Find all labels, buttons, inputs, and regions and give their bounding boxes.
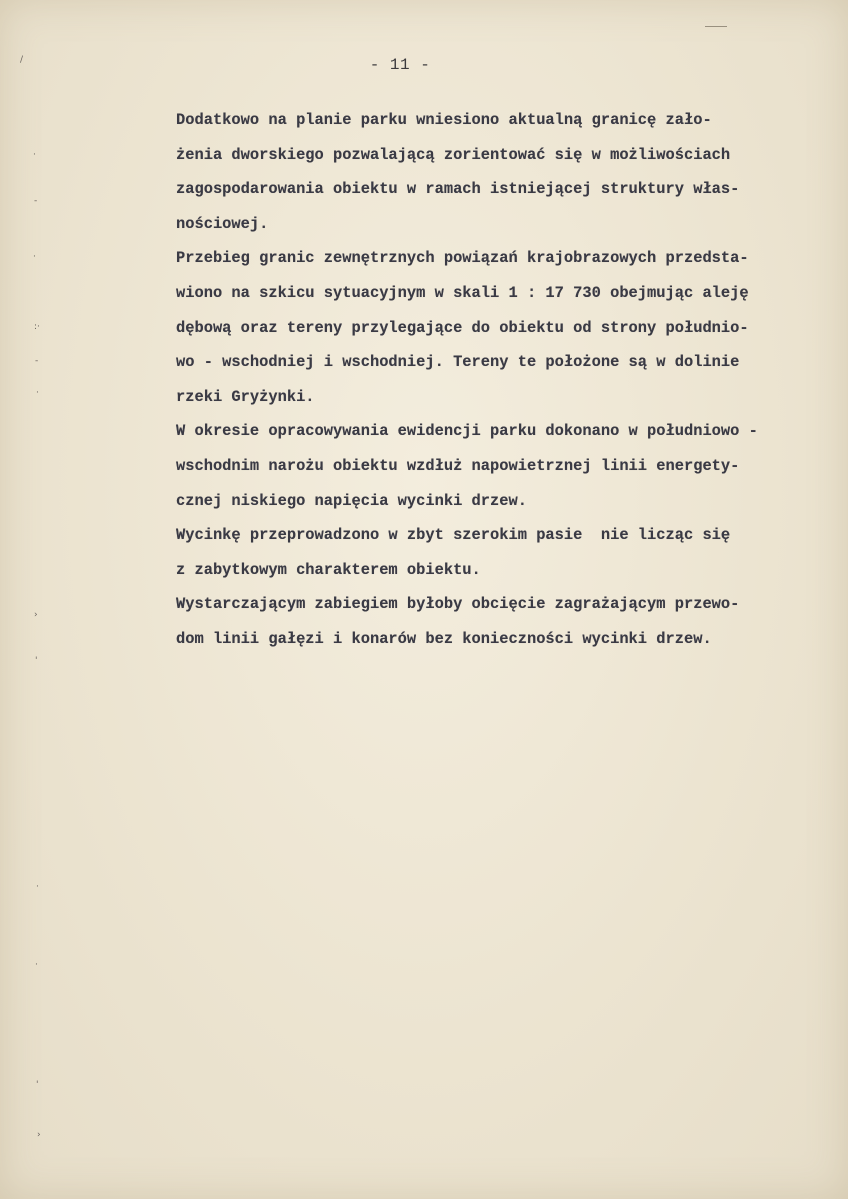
margin-mark: › [34,610,38,620]
text-line: nościowej. [176,214,269,233]
margin-mark: - [34,196,38,206]
margin-mark: · [36,882,39,892]
body-text [176,103,826,657]
text-line: zagospodarowania obiektu w ramach istniejącej struktury włas- [176,180,740,199]
text-line: W okresie opracowywania ewidencji parku dokonano w południowo - [176,422,758,441]
margin-mark: · [33,150,36,160]
margin-mark: :· [34,322,40,332]
margin-mark: / [20,55,24,65]
text-line: rzeki Gryżynki. [176,387,315,406]
text-line: z zabytkowym charakterem obiektu. [176,560,481,579]
margin-mark: · [35,960,38,970]
margin-mark: ' [36,1080,39,1090]
text-line: Wycinkę przeprowadzono w zbyt szerokim pasie nie licząc się [176,526,731,545]
margin-mark: › [37,1130,41,1140]
margin-mark: · [33,252,36,262]
text-line: dębową oraz tereny przylegające do obiektu od strony południo- [176,318,749,337]
text-line: Dodatkowo na planie parku wniesiono aktualną granicę zało- [176,111,712,129]
scan-mark [705,26,727,27]
margin-mark: - [35,356,39,366]
margin-mark: · [36,388,39,398]
page-number: - 11 - [369,56,431,74]
text-line: cznej niskiego napięcia wycinki drzew. [176,491,527,510]
margin-mark: ' [35,656,38,666]
text-line: wschodnim narożu obiektu wzdłuż napowietrznej linii energety- [176,456,740,475]
text-line: Wystarczającym zabiegiem byłoby obcięcie zagrażającym przewo- [176,595,740,614]
text-line: żenia dworskiego pozwalającą zorientować się w możliwościach [176,145,731,164]
text-line: dom linii gałęzi i konarów bez konieczności wycinki drzew. [176,629,712,648]
text-line: wiono na szkicu sytuacyjnym w skali 1 : 17 730 obejmując aleję [176,283,749,302]
text-line: Przebieg granic zewnętrznych powiązań krajobrazowych przedsta- [176,249,749,268]
text-line: wo - wschodniej i wschodniej. Tereny te położone są w dolinie [176,353,740,372]
